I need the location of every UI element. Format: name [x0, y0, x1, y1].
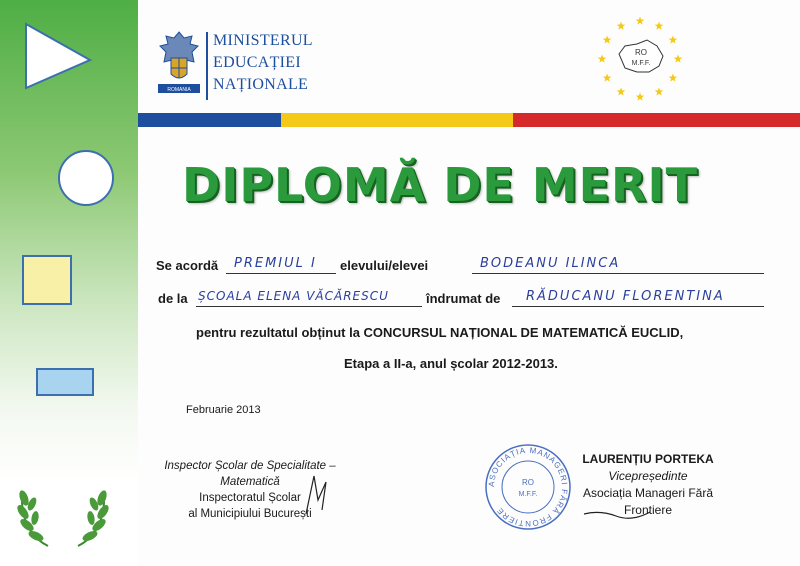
stamp-center-top: RO — [522, 478, 534, 487]
star-icon — [674, 55, 683, 63]
student-name-handwritten: BODEANU ILINCA — [480, 256, 621, 271]
teacher-underline — [512, 306, 764, 307]
school-name-handwritten: ȘCOALA ELENA VĂCĂRESCU — [198, 289, 389, 303]
left-org-line-2: al Municipiului București — [188, 508, 312, 520]
right-signatory-role: Vicepreședinte — [608, 469, 688, 483]
left-signature — [296, 470, 336, 520]
ministry-line-2: EDUCAȚIEI — [213, 54, 302, 71]
left-org-line-1: Inspectoratul Școlar — [199, 492, 301, 504]
ministry-divider — [206, 32, 208, 100]
prize-handwritten: PREMIUL I — [234, 256, 317, 271]
ministry-coat-of-arms-logo — [154, 28, 204, 96]
mff-stars-logo — [595, 14, 685, 104]
blue-rectangle-shape — [36, 368, 94, 396]
label-de-la: de la — [158, 291, 188, 306]
label-elevului: elevului/elevei — [340, 258, 429, 273]
right-signatory-name: LAURENȚIU PORTEKA — [582, 452, 714, 466]
star-icon — [636, 17, 645, 25]
result-line: pentru rezultatul obținut la CONCURSUL NAȚIONAL DE MATEMATICĂ EUCLID, — [196, 325, 684, 340]
issue-date: Februarie 2013 — [186, 404, 261, 416]
right-signature — [580, 500, 660, 530]
diploma-title: DIPLOMĂ DE MERIT — [182, 158, 698, 212]
laurel-wreath-icon — [8, 462, 118, 552]
red-bar-segment — [513, 113, 800, 127]
stamp-center-bottom: M.F.F. — [518, 491, 538, 498]
label-se-acorda: Se acordă — [156, 258, 219, 273]
stamp-ring-text: ASOCIAȚIA MANAGERI FĂRĂ FRONTIERE — [486, 445, 570, 529]
ministry-name — [213, 30, 313, 96]
ministry-logo-caption: ROMANIA — [167, 87, 191, 93]
right-org-line-1: Asociația Manageri Fără — [582, 486, 714, 500]
star-icon — [603, 74, 612, 82]
student-underline — [472, 273, 764, 274]
white-circle-shape — [58, 150, 114, 206]
star-icon — [636, 93, 645, 101]
ministry-line-1: MINISTERUL — [213, 32, 313, 49]
star-icon — [603, 36, 612, 44]
star-icon — [669, 36, 678, 44]
association-stamp — [484, 443, 572, 531]
mff-logo-name: M.F.F. — [631, 60, 651, 67]
label-indrumat-de: îndrumat de — [426, 291, 501, 306]
left-role-line-1: Inspector Școlar de Specialitate – — [164, 460, 336, 472]
tricolor-bar — [138, 113, 800, 127]
ministry-line-3: NAȚIONALE — [213, 76, 309, 93]
teacher-name-handwritten: RĂDUCANU FLORENTINA — [526, 289, 725, 304]
stage-line: Etapa a II-a, anul școlar 2012-2013. — [344, 356, 558, 371]
star-icon — [669, 74, 678, 82]
white-triangle-shape — [22, 20, 94, 92]
star-icon — [617, 22, 626, 30]
star-icon — [655, 22, 664, 30]
left-role-line-2: Matematică — [220, 476, 280, 488]
star-icon — [655, 87, 664, 95]
mff-logo-ro: RO — [635, 48, 647, 57]
yellow-square-shape — [22, 255, 72, 305]
school-underline — [196, 306, 422, 307]
right-org-line-2: Frontiere — [623, 503, 673, 517]
star-icon — [617, 87, 626, 95]
yellow-bar-segment — [281, 113, 513, 127]
star-icon — [598, 55, 607, 63]
blue-bar-segment — [138, 113, 281, 127]
prize-underline — [226, 273, 336, 274]
